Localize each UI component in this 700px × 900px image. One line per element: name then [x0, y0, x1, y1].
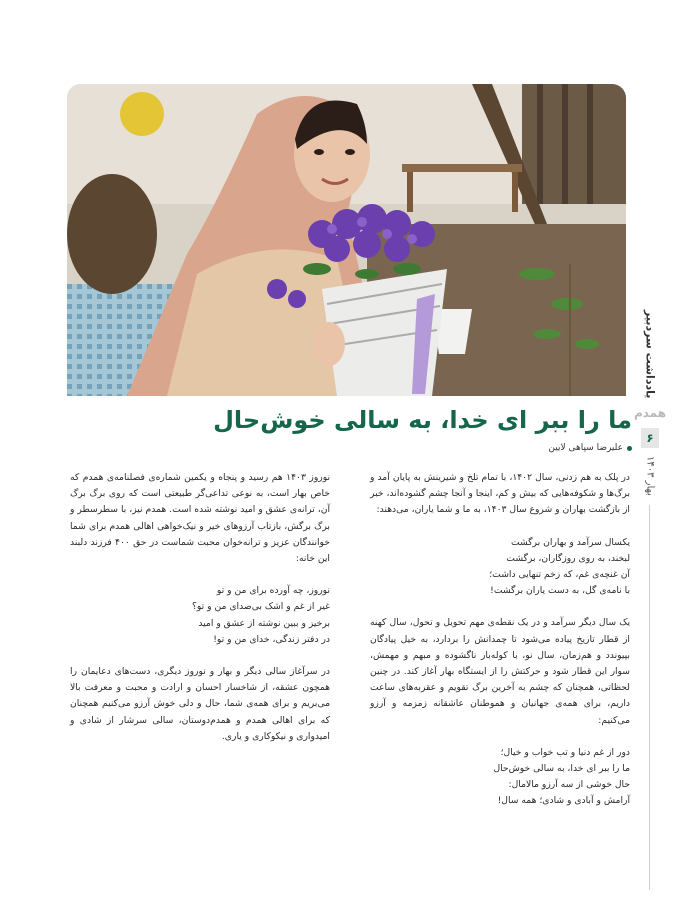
section-title: یادداشت سردبیر [643, 310, 657, 399]
issue-label: بهار ۱۴۰۳ [644, 456, 656, 497]
poem-1 [370, 535, 630, 600]
poem-line: برخیز و ببین نوشته از عشق و امید [198, 617, 330, 629]
article-title: ما را ببر ای خدا، به سالی خوش‌حال [213, 406, 632, 434]
paragraph: یک سال دیگر سرآمد و در یک نقطه‌ی مهم تحویل و تحول، سال کهنه از قطار تاریخ پیاده می‌شود تا چمدانش را بردارد، به خیل پیادگان بپیوندد و هم‌زمان، سال نو، با کوله‌بار ناگشوده و مبهم و مهمش، سوار این قطار شود و حرکتش را از ایستگاه بهار آغاز کند. در چنین لحظاتی، همچنان که چشم به آخرین برگ تقویم و عقربه‌های ساعت داریم، برای همه‌ی جهانیان و هموطنان عاشقانه زمزمه و آرزو می‌کنیم: [370, 617, 630, 726]
author-line [548, 443, 632, 453]
bullet-icon [627, 446, 632, 451]
sidebar-divider [649, 505, 650, 890]
poem-line: در دفتر زندگی، خدای من و تو! [213, 633, 330, 645]
poem-line: یکسال سرآمد و بهاران برگشت [510, 536, 630, 548]
poem-line: دور از غم دنیا و تب خواب و خیال؛ [500, 746, 630, 758]
poem-line: لبخند، به روی روزگاران، برگشت [506, 552, 630, 564]
poem-line: حال خوشی از سه آرزو مالامال: [508, 779, 630, 791]
column-left [70, 470, 330, 761]
article-photo [67, 84, 626, 396]
poem-3 [70, 583, 330, 648]
poem-line: آن غنچه‌ی غم، که زخم تنهایی داشت؛ [489, 569, 630, 581]
poem-line: ما را ببر ای خدا، به سالی خوش‌حال [493, 763, 630, 775]
poem-line: با نامه‌ی گل، به دست یاران برگشت! [490, 585, 630, 597]
poem-line: غیر از غم و اشک بی‌صدای من و تو؟ [192, 601, 330, 613]
author-name: علیرضا سپاهی لایین [548, 443, 623, 453]
poem-line: نوروز، چه آورده برای من و تو [216, 585, 330, 597]
paragraph: در سرآغاز سالی دیگر و بهار و نوروز دیگری، دست‌های دعایمان را همچون عشقه، از شاخسار احسان و ارادت و محبت و معرفت بالا می‌بریم و برای همه‌ی شما، حال و دلی خوش آرزو می‌کنیم همچنان که برای اهالی همدم و همدم‌دوستان، سالی سرشار از شادی و امیدواری و نیکوکاری و یاری. [70, 666, 330, 742]
column-right [370, 470, 630, 826]
poem-2 [370, 745, 630, 810]
poem-line: آرامش و آبادی و شادی؛ همه سال! [497, 795, 630, 807]
paragraph: نوروز ۱۴۰۳ هم رسید و پنجاه و یکمین شماره‌ی فصلنامه‌ی همدم که خاص بهار است، به نوعی تداعی‌گر طبیعتی است که روی برگ برگ آن، ترانه‌ی عشق و امید نوشته شده است. همدم نیز، با سطرسطر و برگ برگش، بازتاب آرزوهای خیر و نیک‌خواهی اهالی همدم برای شما خوانندگان عزیز و ترانه‌خوان محبت شماست در حق ۴۰۰ فرزند دلبند این خانه: [70, 472, 330, 565]
page-number: ۶ [641, 428, 659, 448]
paragraph: در پلک به هم زدنی، سال ۱۴۰۲، با تمام تلخ و شیرینش به پایان آمد و برگ‌ها و شکوفه‌هایی که بیش و کم، اینجا و آنجا چشم گشوده‌اند، خبر از بازگشت بهاران و شروع سال ۱۴۰۳، به ما و شما یاران، می‌دهند: [370, 472, 631, 516]
magazine-logo: همدم [633, 406, 667, 421]
sidebar [633, 310, 667, 497]
